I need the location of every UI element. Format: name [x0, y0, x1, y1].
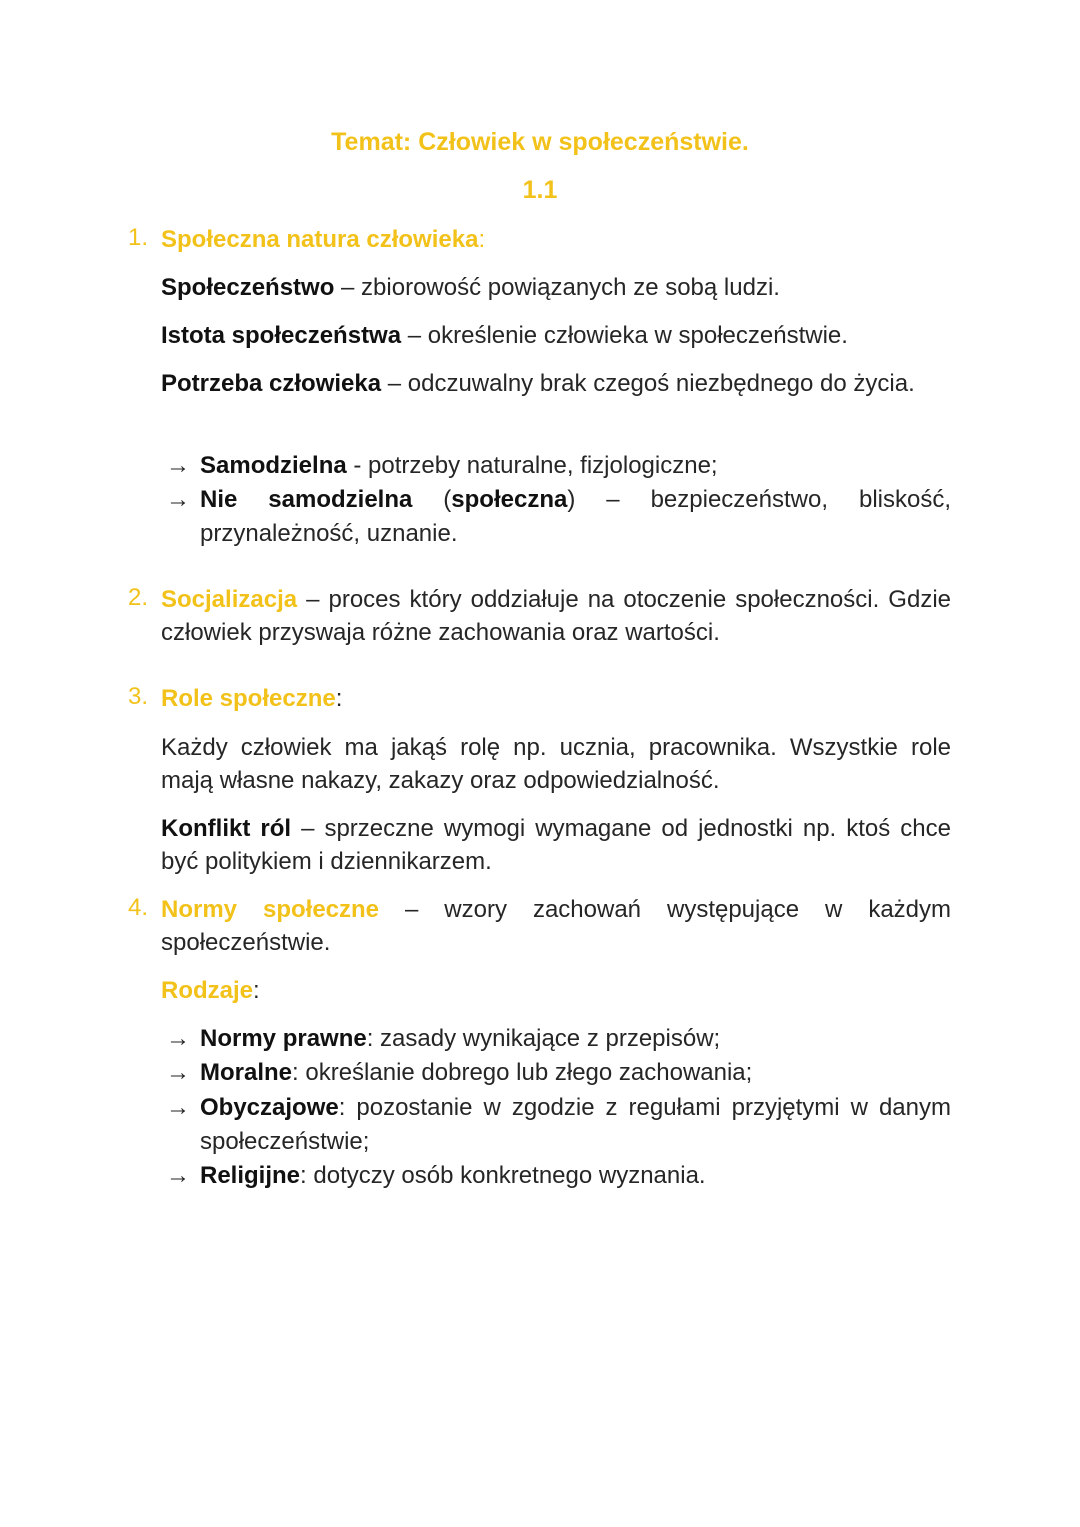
list-item-desc: ) – bezpieczeństwo, bliskość, przynależność, uznanie.: [200, 486, 951, 547]
definition-konflikt-rol: [161, 812, 951, 878]
types-colon: :: [253, 977, 260, 1004]
arrow-icon: →: [166, 452, 190, 479]
definition-term: Potrzeba człowieka: [161, 370, 382, 397]
arrow-icon: →: [166, 1025, 190, 1052]
list-item-term: Obyczajowe: [200, 1094, 339, 1121]
list-item-normy-prawne: [166, 1022, 951, 1056]
list-item-nie-samodzielna: [166, 483, 951, 551]
list-item-text: [200, 1022, 951, 1056]
definition-text: – zbiorowość powiązanych ze sobą ludzi.: [334, 274, 780, 301]
definition-text: – odczuwalny brak czegoś niezbędnego do życia.: [381, 370, 915, 397]
definition-term: Konflikt ról: [161, 815, 292, 842]
section-4-paragraph: [161, 893, 951, 959]
list-item-text: [200, 1159, 951, 1193]
list-item-text: [200, 1056, 951, 1090]
list-item-samodzielna: [166, 449, 951, 483]
list-item-desc: : dotyczy osób konkretnego wyznania.: [300, 1162, 706, 1189]
list-item-term: Normy prawne: [200, 1025, 367, 1052]
list-item-desc: : zasady wynikające z przepisów;: [366, 1025, 721, 1052]
definition-text: – sprzeczne wymogi wymagane od jednostki np. ktoś chce być politykiem i dziennikarzem.: [161, 815, 951, 875]
list-item-paren: (: [412, 486, 452, 513]
arrow-icon: →: [166, 1162, 190, 1189]
section-1-number: 1.: [128, 224, 149, 251]
definition-istota: [161, 319, 951, 352]
section-4-heading: Normy społeczne: [161, 896, 380, 923]
list-item-term: Samodzielna: [200, 452, 347, 479]
definition-term: Istota społeczeństwa: [161, 322, 402, 349]
section-1-heading: Społeczna natura człowieka: [161, 226, 479, 253]
definition-potrzeba: [161, 367, 951, 400]
page-title: Temat: Człowiek w społeczeństwie.: [331, 128, 749, 156]
section-3-number: 3.: [128, 683, 149, 710]
arrow-icon: →: [166, 486, 190, 513]
section-3-heading-line: [161, 682, 951, 715]
section-4-text: – wzory zachowań występujące w każdym społeczeństwie.: [161, 896, 951, 956]
list-item-term: Moralne: [200, 1059, 293, 1086]
list-item-obyczajowe: [166, 1091, 951, 1159]
list-item-moralne: [166, 1056, 951, 1090]
definition-term: Społeczeństwo: [161, 274, 335, 301]
section-2-number: 2.: [128, 584, 149, 611]
section-3-paragraph: Każdy człowiek ma jakąś rolę np. ucznia, pracownika. Wszystkie role mają własne nakazy, zakazy oraz odpowiedzialność.: [161, 734, 951, 794]
section-1-heading-line: [161, 223, 951, 256]
list-item-term: Religijne: [200, 1162, 301, 1189]
list-item-desc: - potrzeby naturalne, fizjologiczne;: [346, 452, 718, 479]
list-item-term-2: społeczna: [451, 486, 568, 513]
definition-spoleczenstwo: [161, 271, 951, 304]
section-1-colon: :: [478, 226, 486, 253]
list-item-desc: : pozostanie w zgodzie z regułami przyjętymi w danym społeczeństwie;: [200, 1094, 951, 1155]
list-item-desc: : określanie dobrego lub złego zachowania;: [292, 1059, 753, 1086]
arrow-icon: →: [166, 1059, 190, 1086]
definition-text: – określenie człowieka w społeczeństwie.: [401, 322, 848, 349]
section-4-number: 4.: [128, 894, 149, 921]
list-item-text: [200, 449, 951, 483]
section-2-text: – proces który oddziałuje na otoczenie społeczności. Gdzie człowiek przyswaja różne zachowania oraz wartości.: [161, 586, 951, 646]
list-item-religijne: [166, 1159, 951, 1193]
section-3-colon: :: [335, 685, 343, 712]
section-2-heading: Socjalizacja: [161, 586, 298, 613]
types-label-line: [161, 974, 951, 1007]
list-item-term: Nie samodzielna: [200, 486, 413, 513]
section-3-heading: Role społeczne: [161, 685, 336, 712]
page-subtitle: 1.1: [522, 176, 558, 204]
types-label: Rodzaje: [161, 977, 254, 1004]
list-item-text: [200, 483, 951, 551]
arrow-icon: →: [166, 1094, 190, 1121]
list-item-text: [200, 1091, 951, 1159]
section-2-paragraph: [161, 583, 951, 649]
